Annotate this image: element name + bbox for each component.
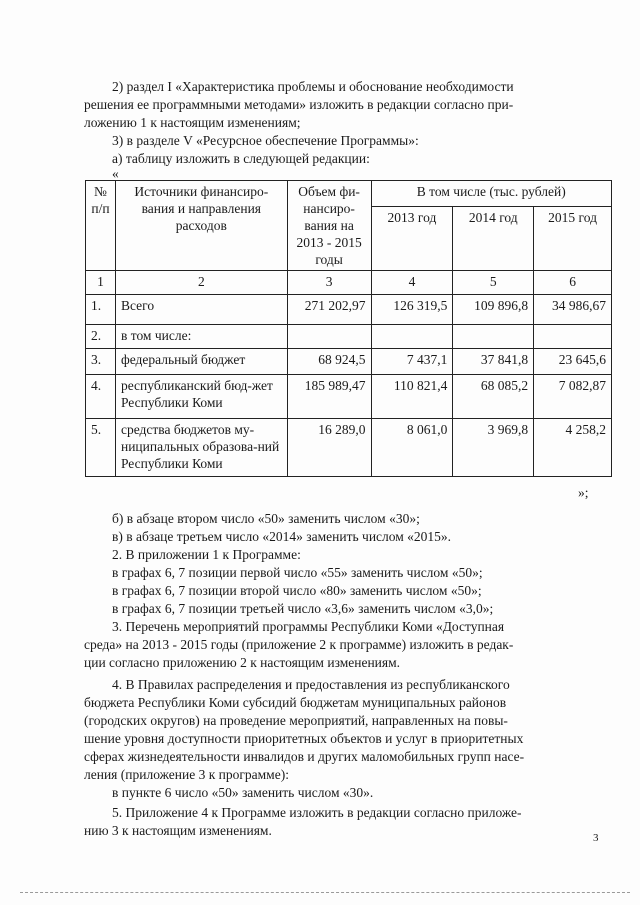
- header-2015: 2015 год: [534, 207, 612, 271]
- table-row: [86, 325, 612, 349]
- footer-rule: [20, 892, 630, 893]
- row-2014: [453, 325, 534, 349]
- row-total: [287, 325, 371, 349]
- row-2014: 68 085,2: [453, 375, 534, 419]
- row-2013: [371, 325, 453, 349]
- row-num: 3.: [86, 349, 116, 375]
- page-number: 3: [593, 832, 599, 844]
- table-row: [86, 349, 612, 375]
- item-3-line-1: 3. Перечень мероприятий программы Республики Коми «Доступная: [112, 619, 505, 634]
- row-total: 271 202,97: [287, 295, 371, 325]
- row-num: 2.: [86, 325, 116, 349]
- index-cell: 3: [287, 271, 371, 295]
- row-2014: 109 896,8: [453, 295, 534, 325]
- item-4-line-7: в пункте 6 число «50» заменить числом «30».: [112, 785, 374, 800]
- row-2015: 7 082,87: [534, 375, 612, 419]
- header-2013: 2013 год: [371, 207, 453, 271]
- item-3-line-3: ции согласно приложению 2 к настоящим изменениям.: [84, 655, 401, 670]
- paragraph-2-line-3: ложению 1 к настоящим изменениям;: [84, 115, 301, 130]
- financing-table: [85, 180, 612, 477]
- item-2: 2. В приложении 1 к Программе:: [112, 547, 301, 562]
- row-total: 185 989,47: [287, 375, 371, 419]
- row-num: 1.: [86, 295, 116, 325]
- row-2013: 110 821,4: [371, 375, 453, 419]
- row-name: федеральный бюджет: [115, 349, 287, 375]
- item-4-line-2: бюджета Республики Коми субсидий бюджетам муниципальных районов: [84, 695, 507, 710]
- item-5-line-2: нию 3 к настоящим изменениям.: [84, 823, 272, 838]
- row-2013: 126 319,5: [371, 295, 453, 325]
- row-2015: 4 258,2: [534, 419, 612, 477]
- item-4-line-6: ления (приложение 3 к программе):: [84, 767, 289, 782]
- row-2013: 8 061,0: [371, 419, 453, 477]
- row-name: средства бюджетов му-ниципальных образова-ний Республики Коми: [115, 419, 287, 477]
- item-2-line-2: в графах 6, 7 позиции второй число «80» заменить числом «50»;: [112, 583, 482, 598]
- index-cell: 1: [86, 271, 116, 295]
- row-num: 5.: [86, 419, 116, 477]
- item-5-line-1: 5. Приложение 4 к Программе изложить в редакции согласно приложе-: [112, 805, 522, 820]
- row-name: в том числе:: [115, 325, 287, 349]
- table-row: [86, 375, 612, 419]
- paragraph-2-line-2: решения ее программными методами» изложить в редакции согласно при-: [84, 97, 514, 112]
- header-2014: 2014 год: [453, 207, 534, 271]
- row-num: 4.: [86, 375, 116, 419]
- row-2014: 37 841,8: [453, 349, 534, 375]
- table-header-row: [86, 181, 612, 207]
- item-2-line-3: в графах 6, 7 позиции третьей число «3,6» заменить числом «3,0»;: [112, 601, 494, 616]
- row-name: Всего: [115, 295, 287, 325]
- index-cell: 2: [115, 271, 287, 295]
- paragraph-3a: а) таблицу изложить в следующей редакции:: [112, 151, 370, 166]
- row-total: 16 289,0: [287, 419, 371, 477]
- open-quote: «: [112, 166, 119, 181]
- row-total: 68 924,5: [287, 349, 371, 375]
- index-cell: 5: [453, 271, 534, 295]
- item-b: б) в абзаце втором число «50» заменить числом «30»;: [112, 511, 420, 526]
- header-source: Источники финансиро-вания и направления расходов: [115, 181, 287, 271]
- item-4-line-3: (городских округов) на проведение мероприятий, направленных на повы-: [84, 713, 508, 728]
- table-index-row: [86, 271, 612, 295]
- paragraph-3: 3) в разделе V «Ресурсное обеспечение Программы»:: [112, 133, 419, 148]
- row-2015: [534, 325, 612, 349]
- header-including: В том числе (тыс. рублей): [371, 181, 611, 207]
- row-2014: 3 969,8: [453, 419, 534, 477]
- row-2015: 34 986,67: [534, 295, 612, 325]
- row-2013: 7 437,1: [371, 349, 453, 375]
- header-num: № п/п: [86, 181, 116, 271]
- index-cell: 4: [371, 271, 453, 295]
- table-row: [86, 419, 612, 477]
- index-cell: 6: [534, 271, 612, 295]
- item-4-line-1: 4. В Правилах распределения и предоставления из республиканского: [112, 677, 510, 692]
- item-4-line-5: сферах жизнедеятельности инвалидов и других маломобильных групп насе-: [84, 749, 525, 764]
- item-4-line-4: шение уровня доступности приоритетных объектов и услуг в приоритетных: [84, 731, 524, 746]
- row-2015: 23 645,6: [534, 349, 612, 375]
- table-row: [86, 295, 612, 325]
- paragraph-2-line-1: 2) раздел I «Характеристика проблемы и обоснование необходимости: [112, 79, 514, 94]
- close-quote: »;: [578, 485, 589, 500]
- row-name: республиканский бюд-жет Республики Коми: [115, 375, 287, 419]
- item-2-line-1: в графах 6, 7 позиции первой число «55» заменить числом «50»;: [112, 565, 483, 580]
- item-v: в) в абзаце третьем число «2014» заменить числом «2015».: [112, 529, 452, 544]
- header-volume: Объем фи-нансиро-вания на 2013 - 2015 годы: [287, 181, 371, 271]
- item-3-line-2: среда» на 2013 - 2015 годы (приложение 2 к программе) изложить в редак-: [84, 637, 514, 652]
